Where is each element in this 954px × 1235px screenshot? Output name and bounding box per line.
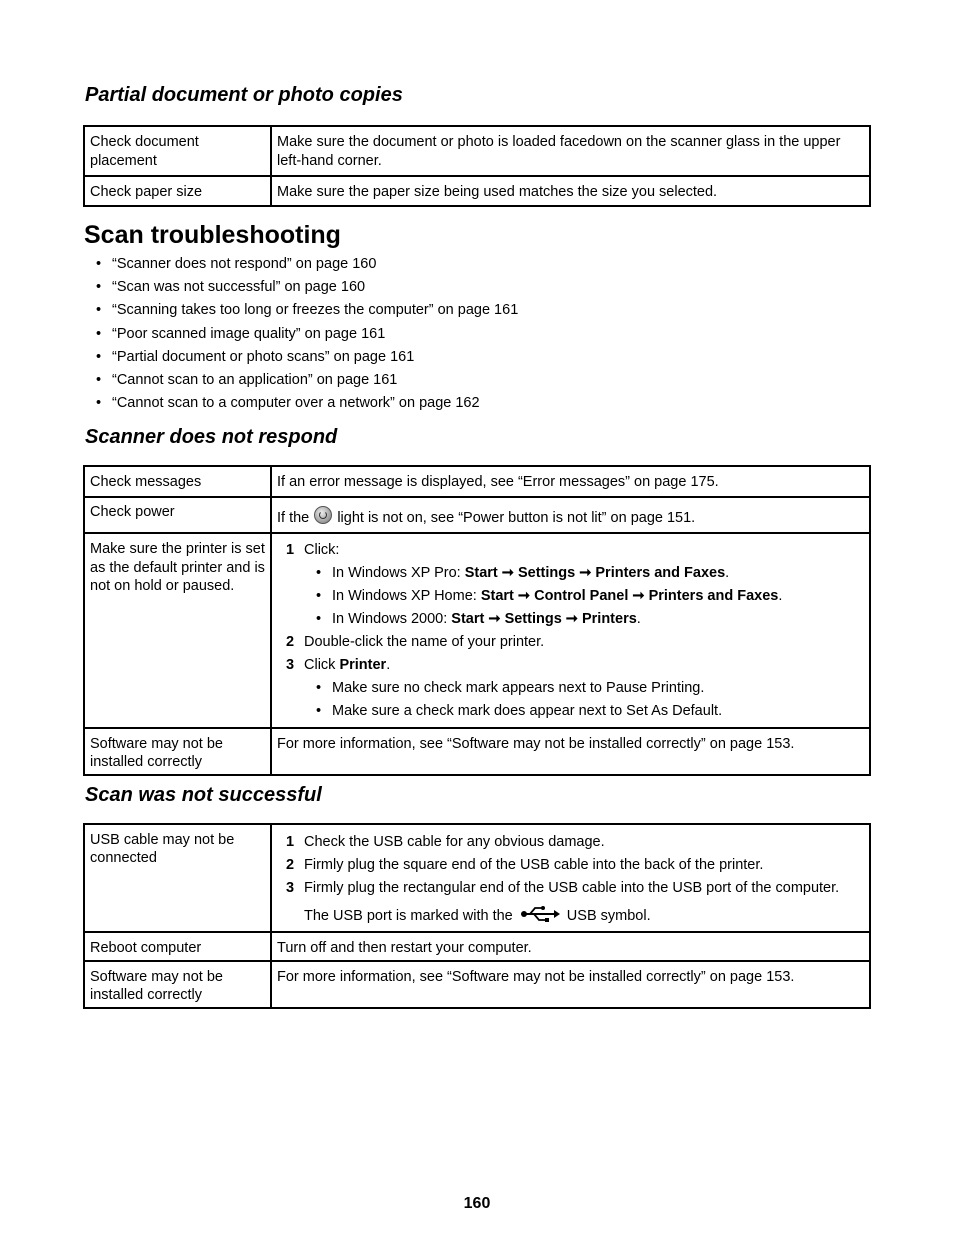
arrow-icon: ➞ bbox=[488, 611, 501, 627]
path-printers-faxes: Printers and Faxes bbox=[648, 588, 779, 604]
step-text: Firmly plug the rectangular end of the USB cable into the USB port of the computer. bbox=[304, 880, 840, 896]
list-item-link[interactable]: • “Cannot scan to an application” on page 161 bbox=[84, 371, 518, 394]
step-text: Double-click the name of your printer. bbox=[304, 634, 545, 650]
table-row bbox=[84, 466, 870, 497]
partial-copies-table bbox=[83, 125, 871, 207]
sub-bullet: • Make sure a check mark does appear next to Set As Default. bbox=[277, 702, 864, 725]
path-start: Start bbox=[480, 588, 514, 604]
path-end: . bbox=[725, 565, 730, 581]
path-start: Start bbox=[464, 565, 498, 581]
path-settings: Settings bbox=[517, 565, 576, 581]
solution-text-post: light is not on, see “Power button is not lit” on page 151. bbox=[337, 510, 696, 526]
list-item-link[interactable]: • “Scanning takes too long or freezes the computer” on page 161 bbox=[84, 301, 518, 324]
arrow-icon: ➞ bbox=[501, 565, 514, 581]
solution-text-pre: If the bbox=[277, 510, 310, 526]
page-title: Scan troubleshooting bbox=[84, 221, 341, 249]
problem-cell: Software may not be installed correctly bbox=[84, 728, 271, 775]
step-2 bbox=[277, 633, 864, 656]
solution-cell bbox=[271, 497, 870, 533]
step-number: 3 bbox=[286, 880, 295, 896]
path-windows-xp-pro bbox=[277, 564, 864, 587]
solution-cell: For more information, see “Software may not be installed correctly” on page 153. bbox=[271, 728, 870, 775]
page-number: 160 bbox=[463, 1195, 491, 1212]
step-3-note bbox=[277, 906, 864, 929]
solution-cell bbox=[271, 824, 870, 932]
problem-cell: Reboot computer bbox=[84, 932, 271, 961]
path-windows-xp-home bbox=[277, 587, 864, 610]
step-number: 1 bbox=[286, 542, 295, 558]
path-printers: Printers bbox=[581, 611, 637, 627]
step-number: 3 bbox=[286, 657, 295, 673]
path-prefix: In Windows 2000: bbox=[332, 611, 452, 627]
step-3 bbox=[277, 656, 864, 679]
arrow-icon: ➞ bbox=[632, 588, 645, 604]
solution-cell: For more information, see “Software may not be installed correctly” on page 153. bbox=[271, 961, 870, 1008]
section-heading-scan-not-successful: Scan was not successful bbox=[85, 784, 322, 806]
power-button-icon bbox=[314, 506, 332, 524]
table-row bbox=[84, 533, 870, 728]
step-number: 2 bbox=[286, 857, 295, 873]
table-row bbox=[84, 497, 870, 533]
path-prefix: In Windows XP Pro: bbox=[332, 565, 465, 581]
path-start: Start bbox=[451, 611, 485, 627]
list-item-link[interactable]: • “Scanner does not respond” on page 160 bbox=[84, 255, 518, 278]
step-1 bbox=[277, 541, 864, 564]
sub-bullet: • Make sure no check mark appears next to Pause Printing. bbox=[277, 679, 864, 702]
troubleshooting-link-list bbox=[84, 255, 518, 417]
table-row bbox=[84, 176, 870, 206]
path-printers-faxes: Printers and Faxes bbox=[595, 565, 726, 581]
solution-cell: Make sure the paper size being used matches the size you selected. bbox=[271, 176, 870, 206]
list-item-link[interactable]: • “Scan was not successful” on page 160 bbox=[84, 278, 518, 301]
path-settings: Settings bbox=[504, 611, 562, 627]
problem-cell: Check power bbox=[84, 497, 271, 533]
problem-cell: Software may not be installed correctly bbox=[84, 961, 271, 1008]
path-windows-2000 bbox=[277, 610, 864, 633]
step-number: 2 bbox=[286, 634, 295, 650]
table-row bbox=[84, 932, 870, 961]
note-text-pre: The USB port is marked with the bbox=[304, 908, 513, 924]
path-control-panel: Control Panel bbox=[534, 588, 629, 604]
step-text: Check the USB cable for any obvious damage. bbox=[304, 834, 605, 850]
step-text: Click bbox=[304, 657, 340, 673]
step-3 bbox=[277, 879, 864, 902]
table-row bbox=[84, 728, 870, 775]
path-end: . bbox=[636, 611, 641, 627]
step-text: Click: bbox=[304, 542, 340, 558]
step-text-bold: Printer bbox=[339, 657, 387, 673]
scanner-not-respond-table bbox=[83, 465, 871, 776]
problem-cell: Check messages bbox=[84, 466, 271, 497]
step-2 bbox=[277, 856, 864, 879]
section-heading-partial-copies: Partial document or photo copies bbox=[85, 84, 403, 106]
problem-cell: Check paper size bbox=[84, 176, 271, 206]
arrow-icon: ➞ bbox=[565, 611, 578, 627]
table-row bbox=[84, 126, 870, 176]
list-item-link[interactable]: • “Partial document or photo scans” on page 161 bbox=[84, 348, 518, 371]
section-heading-scanner-not-respond: Scanner does not respond bbox=[85, 426, 338, 448]
list-item-link[interactable]: • “Cannot scan to a computer over a network” on page 162 bbox=[84, 394, 518, 417]
step-1 bbox=[277, 833, 864, 856]
step-text-end: . bbox=[386, 657, 391, 673]
solution-cell: If an error message is displayed, see “Error messages” on page 175. bbox=[271, 466, 870, 497]
arrow-icon: ➞ bbox=[579, 565, 592, 581]
solution-cell bbox=[271, 533, 870, 728]
step-number: 1 bbox=[286, 834, 295, 850]
path-prefix: In Windows XP Home: bbox=[332, 588, 481, 604]
solution-cell: Turn off and then restart your computer. bbox=[271, 932, 870, 961]
solution-cell: Make sure the document or photo is loaded facedown on the scanner glass in the upper left-hand corner. bbox=[271, 126, 870, 176]
path-end: . bbox=[778, 588, 783, 604]
list-item-link[interactable]: • “Poor scanned image quality” on page 161 bbox=[84, 325, 518, 348]
table-row bbox=[84, 961, 870, 1008]
arrow-icon: ➞ bbox=[517, 588, 531, 604]
problem-cell: Check document placement bbox=[84, 126, 271, 176]
usb-symbol-icon bbox=[520, 906, 560, 922]
scan-not-successful-table bbox=[83, 823, 871, 1009]
problem-cell: Make sure the printer is set as the default printer and is not on hold or paused. bbox=[84, 533, 271, 728]
step-text: Firmly plug the square end of the USB cable into the back of the printer. bbox=[304, 857, 764, 873]
table-row bbox=[84, 824, 870, 932]
problem-cell: USB cable may not be connected bbox=[84, 824, 271, 932]
note-text-post: USB symbol. bbox=[566, 908, 651, 924]
